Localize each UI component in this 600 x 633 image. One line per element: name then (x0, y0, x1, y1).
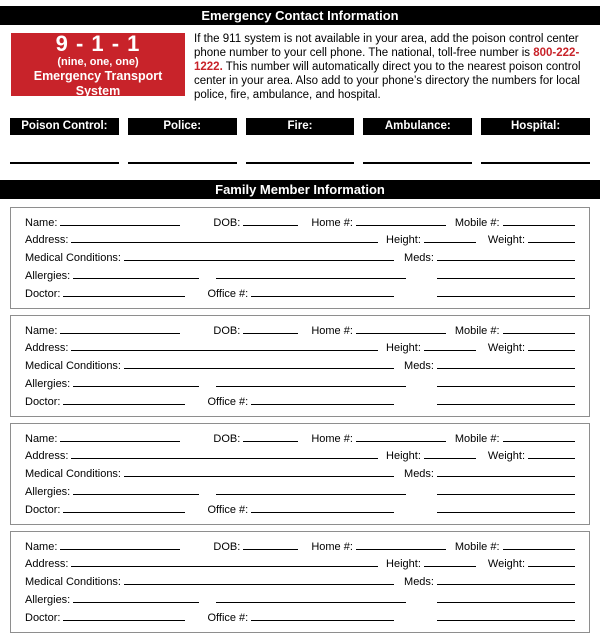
poison-control-write-in-line (10, 162, 119, 164)
911-red-box (11, 33, 185, 96)
family-member-title: Family Member Information (215, 181, 385, 197)
dob-write-in-line (243, 322, 298, 334)
doctor-label: Doctor: (25, 503, 61, 516)
allergies-write-in-line (73, 483, 199, 495)
name-label: Name: (25, 324, 58, 337)
family-member-card (10, 423, 590, 525)
allergies-write-in-line (73, 591, 199, 603)
doctor-label: Doctor: (25, 395, 61, 408)
member-row-address (25, 231, 575, 249)
dob-label: DOB: (213, 324, 241, 337)
height-write-in-line (424, 339, 476, 351)
member-row-name (25, 214, 575, 232)
member-row-medical (25, 573, 575, 591)
allergies-write-in-line-2 (216, 591, 406, 603)
name-write-in-line (60, 430, 180, 442)
weight-label: Weight: (487, 558, 525, 571)
name-write-in-line (60, 214, 180, 226)
mobile-phone-write-in-line (503, 430, 575, 442)
allergies-label: Allergies: (25, 593, 71, 606)
dob-write-in-line (243, 430, 298, 442)
mobile-phone-write-in-line (503, 214, 575, 226)
emergency-contacts-write-in-row (0, 162, 600, 164)
office-phone-label: Office #: (207, 287, 249, 300)
office-phone-label: Office #: (207, 611, 249, 624)
height-label: Height: (386, 234, 421, 247)
mobile-phone-write-in-line (503, 538, 575, 550)
member-row-name (25, 430, 575, 448)
allergies-label: Allergies: (25, 269, 71, 282)
name-label: Name: (25, 216, 58, 229)
address-write-in-line (71, 231, 378, 243)
name-label: Name: (25, 432, 58, 445)
office-phone-write-in-line (251, 609, 394, 621)
police-write-in-line (128, 162, 237, 164)
contact-label-ambulance: Ambulance: (363, 118, 472, 135)
meds-write-in-line (437, 249, 575, 261)
ambulance-write-in-line (363, 162, 472, 164)
intro-paragraph (194, 33, 590, 103)
height-write-in-line (424, 447, 476, 459)
member-row-medical (25, 357, 575, 375)
allergies-write-in-line (73, 267, 199, 279)
fire-write-in-line (246, 162, 355, 164)
name-write-in-line (60, 538, 180, 550)
weight-label: Weight: (487, 342, 525, 355)
medical-conditions-label: Medical Conditions: (25, 576, 121, 589)
office-phone-write-in-line (251, 285, 394, 297)
medical-conditions-label: Medical Conditions: (25, 252, 121, 265)
name-write-in-line (60, 322, 180, 334)
meds-label: Meds: (404, 360, 434, 373)
emergency-contact-title: Emergency Contact Information (201, 8, 399, 23)
home-phone-label: Home #: (311, 432, 353, 445)
medical-conditions-label: Medical Conditions: (25, 360, 121, 373)
home-phone-write-in-line (356, 430, 446, 442)
hospital-write-in-line (481, 162, 590, 164)
height-label: Height: (386, 558, 421, 571)
allergies-write-in-line-2 (216, 375, 406, 387)
member-row-allergies (25, 591, 575, 609)
weight-write-in-line (528, 447, 575, 459)
meds-write-in-line-3 (437, 285, 575, 297)
meds-label: Meds: (404, 468, 434, 481)
home-phone-write-in-line (356, 538, 446, 550)
name-label: Name: (25, 540, 58, 553)
medical-conditions-write-in-line (124, 573, 394, 585)
dob-label: DOB: (213, 540, 241, 553)
office-phone-write-in-line (251, 501, 394, 513)
allergies-label: Allergies: (25, 377, 71, 390)
doctor-write-in-line (63, 501, 185, 513)
home-phone-label: Home #: (311, 216, 353, 229)
mobile-phone-label: Mobile #: (454, 324, 500, 337)
member-row-address (25, 339, 575, 357)
weight-write-in-line (528, 231, 575, 243)
medical-conditions-write-in-line (124, 249, 394, 261)
address-label: Address: (25, 342, 69, 355)
family-member-card (10, 207, 590, 309)
height-write-in-line (424, 555, 476, 567)
member-row-doctor (25, 609, 575, 627)
meds-write-in-line-3 (437, 393, 575, 405)
meds-write-in-line-3 (437, 501, 575, 513)
weight-write-in-line (528, 555, 575, 567)
address-label: Address: (25, 450, 69, 463)
weight-label: Weight: (487, 234, 525, 247)
family-members-list (0, 199, 600, 633)
member-row-doctor (25, 501, 575, 519)
mobile-phone-label: Mobile #: (454, 432, 500, 445)
poison-control-phone-number: 800-222-1222. (194, 46, 580, 73)
address-label: Address: (25, 234, 69, 247)
meds-label: Meds: (404, 576, 434, 589)
member-row-name (25, 322, 575, 340)
member-row-address (25, 447, 575, 465)
home-phone-label: Home #: (311, 324, 353, 337)
911-subtitle: Emergency Transport System (33, 69, 163, 98)
meds-write-in-line-3 (437, 609, 575, 621)
allergies-write-in-line-2 (216, 483, 406, 495)
doctor-label: Doctor: (25, 287, 61, 300)
mobile-phone-write-in-line (503, 322, 575, 334)
meds-write-in-line-2 (437, 375, 575, 387)
home-phone-write-in-line (356, 322, 446, 334)
member-row-doctor (25, 393, 575, 411)
mobile-phone-label: Mobile #: (454, 540, 500, 553)
address-label: Address: (25, 558, 69, 571)
meds-write-in-line-2 (437, 591, 575, 603)
member-row-allergies (25, 483, 575, 501)
member-row-name (25, 538, 575, 556)
member-row-address (25, 555, 575, 573)
height-label: Height: (386, 450, 421, 463)
contact-label-poison-control: Poison Control: (10, 118, 119, 135)
meds-label: Meds: (404, 252, 434, 265)
meds-write-in-line-2 (437, 483, 575, 495)
dob-write-in-line (243, 538, 298, 550)
member-row-medical (25, 465, 575, 483)
home-phone-label: Home #: (311, 540, 353, 553)
doctor-write-in-line (63, 609, 185, 621)
office-phone-write-in-line (251, 393, 394, 405)
height-label: Height: (386, 342, 421, 355)
address-write-in-line (71, 555, 378, 567)
address-write-in-line (71, 339, 378, 351)
911-words: (nine, one, one) (57, 56, 139, 68)
emergency-contacts-row (0, 118, 600, 135)
address-write-in-line (71, 447, 378, 459)
medical-conditions-label: Medical Conditions: (25, 468, 121, 481)
height-write-in-line (424, 231, 476, 243)
allergies-label: Allergies: (25, 485, 71, 498)
allergies-write-in-line (73, 375, 199, 387)
family-member-card (10, 531, 590, 633)
intro-text-after: This number will automatically direct you to the nearest poison control center in your area. Also add to your phone’s directory the numbers for local police, fire, ambulance, and hospital. (194, 60, 581, 101)
family-member-header (0, 180, 600, 199)
dob-write-in-line (243, 214, 298, 226)
office-phone-label: Office #: (207, 395, 249, 408)
contact-label-police: Police: (128, 118, 237, 135)
911-number: 9 - 1 - 1 (55, 31, 141, 56)
member-row-allergies (25, 267, 575, 285)
medical-conditions-write-in-line (124, 465, 394, 477)
doctor-write-in-line (63, 393, 185, 405)
family-member-card (10, 315, 590, 417)
weight-write-in-line (528, 339, 575, 351)
meds-write-in-line-2 (437, 267, 575, 279)
dob-label: DOB: (213, 216, 241, 229)
meds-write-in-line (437, 573, 575, 585)
home-phone-write-in-line (356, 214, 446, 226)
mobile-phone-label: Mobile #: (454, 216, 500, 229)
emergency-contact-header (0, 6, 600, 25)
intro-text-before: If the 911 system is not available in your area, add the poison control center phone number to your cell phone. The national, toll-free number is (194, 33, 579, 59)
weight-label: Weight: (487, 450, 525, 463)
dob-label: DOB: (213, 432, 241, 445)
medical-conditions-write-in-line (124, 357, 394, 369)
office-phone-label: Office #: (207, 503, 249, 516)
contact-label-hospital: Hospital: (481, 118, 590, 135)
doctor-write-in-line (63, 285, 185, 297)
allergies-write-in-line-2 (216, 267, 406, 279)
meds-write-in-line (437, 357, 575, 369)
intro-section (0, 25, 600, 103)
member-row-medical (25, 249, 575, 267)
meds-write-in-line (437, 465, 575, 477)
member-row-allergies (25, 375, 575, 393)
member-row-doctor (25, 285, 575, 303)
doctor-label: Doctor: (25, 611, 61, 624)
contact-label-fire: Fire: (246, 118, 355, 135)
